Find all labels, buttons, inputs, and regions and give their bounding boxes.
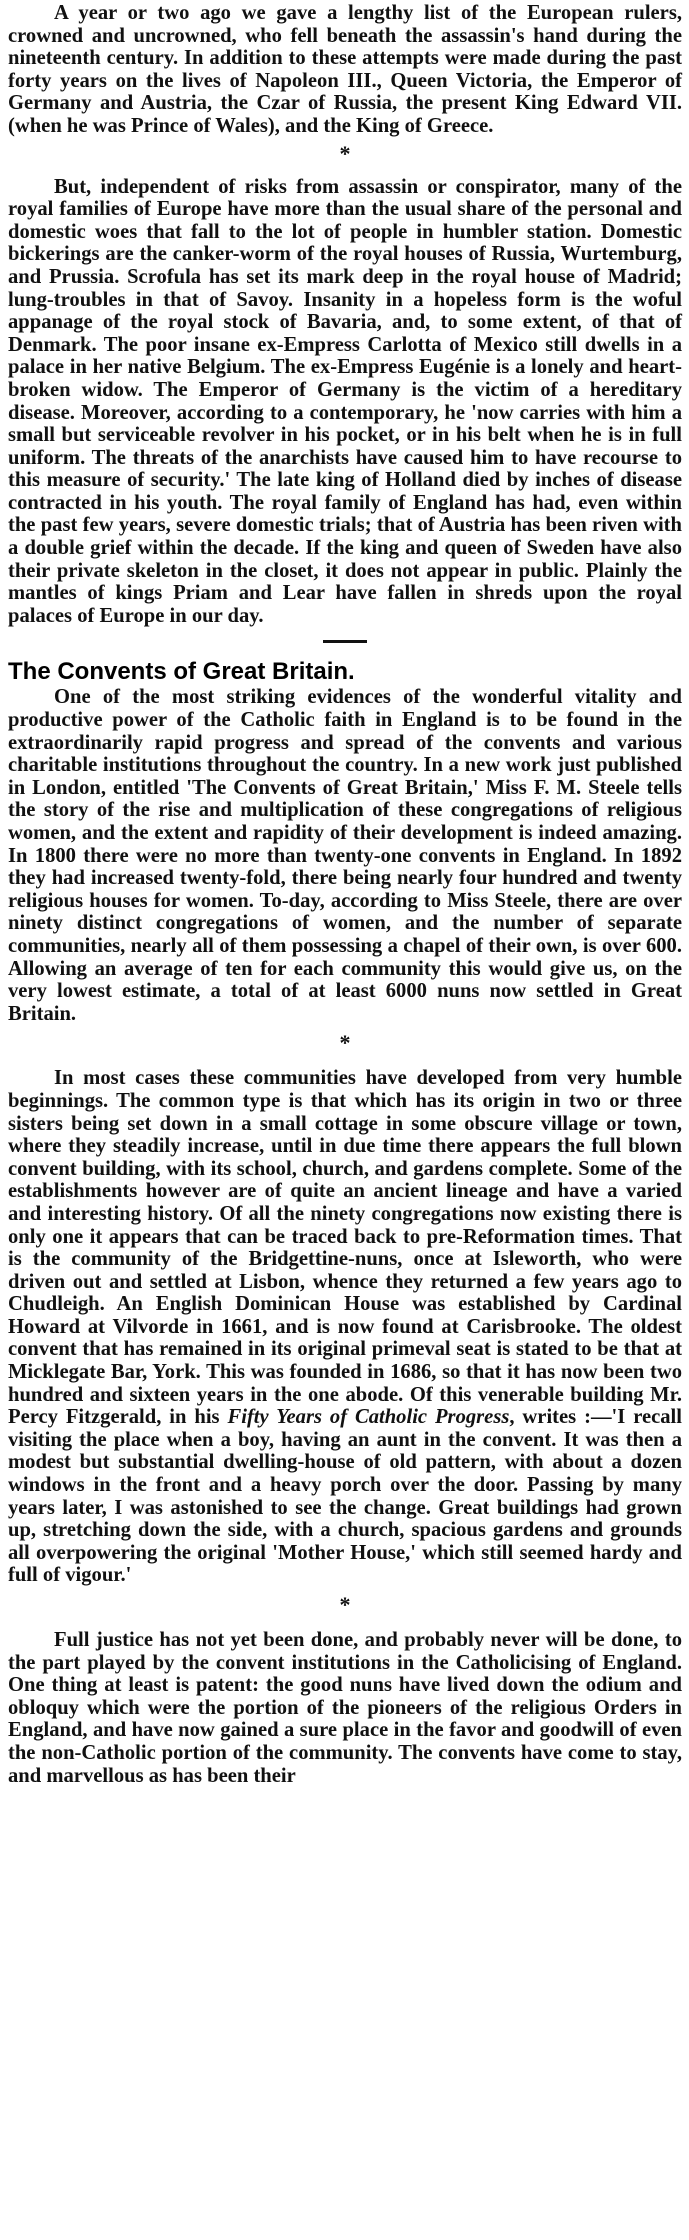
paragraph-text: In most cases these communities have developed from very humble beginnings. The common type is that which has its origin in two or three sisters being set down in a small cottage in some obscure village or town, where they steadily increase, until in due time there appears the full blown convent building, with its school, church, and gardens complete. Some of the establishments however are of quite an ancient lineage and have a varied and interesting history. Of all the ninety congregations now existing there is only one it appears that can be traced back to pre-Reformation times. That is the community of the Bridgettine-nuns, once at Isleworth, who were driven out and settled at Lisbon, whence they returned a few years ago to Chudleigh. An English Dominican House was established by Cardinal Howard at Vilvorde in 1661, and is now found at Carisbrooke. The oldest convent that has remained in its original primeval seat is stated to be that at Micklegate Bar, York. This was founded in 1686, so that it has now been two hundred and sixteen years in the one abode. Of this venerable building Mr. Percy Fitzgerald, in his (8, 1067, 682, 1429)
section-convents (8, 658, 682, 1787)
book-title: Fifty Years of Catholic Progress (227, 1406, 510, 1429)
article-column (8, 0, 682, 1787)
paragraph-text: , writes :—'I recall visiting the place when a boy, having an aunt in the convent. It was then a modest but substantial dwelling-house of old pattern, with about a dozen windows in the front and a heavy porch over the door. Passing by many years later, I was astonished to see the change. Great buildings had grown up, stretching down the side, with a church, spacious gardens and grounds all overpowering the original 'Mother House,' which still seemed hardy and full of vigour.' (8, 1406, 682, 1587)
star-separator: * (339, 1030, 351, 1056)
paragraph: A year or two ago we gave a lengthy list of the European rulers, crowned and uncrowned, who fell beneath the assassin's hand during the nineteenth century. In addition to these attempts were made during the past forty years on the lives of Napoleon III., Queen Victoria, the Emperor of Germany and Austria, the Czar of Russia, the present King Edward VII. (when he was Prince of Wales), and the King of Greece. (8, 2, 682, 137)
star-separator: * (339, 1592, 351, 1617)
star-separator: * (339, 140, 351, 166)
paragraph: But, independent of risks from assassin or conspirator, many of the royal families of Europe have more than the usual share of the personal and domestic woes that fall to the lot of people in humbler station. Domestic bickerings are the canker-worm of the royal houses of Russia, Wurtemburg, and Prussia. Scrofula has set its mark deep in the royal house of Madrid; lung-troubles in that of Savoy. Insanity in a hopeless form is the woful appanage of the royal stock of Bavaria, and, to some extent, of that of Denmark. The poor insane ex-Empress Carlotta of Mexico still dwells in a palace in her native Belgium. The ex-Empress Eugénie is a lonely and heart-broken widow. The Emperor of Germany is the victim of a hereditary disease. Moreover, according to a contemporary, he 'now carries with him a small but serviceable revolver in his pocket, or in his belt when he is in full uniform. The threats of the anarchists have caused him to have recourse to this measure of security.' The late king of Holland died by inches of disease contracted in his youth. The royal family of England has had, even within the past few years, severe domestic trials; that of Austria has been riven with a double grief within the decade. If the king and queen of Sweden have also their private skeleton in the closet, it does not appear in public. Plainly the mantles of kings Priam and Lear have fallen in shreds upon the royal palaces of Europe in our day. (8, 175, 682, 627)
section-royal-woes (8, 2, 682, 627)
paragraph: Full justice has not yet been done, and probably never will be done, to the part played by the convent institutions in the Catholicising of England. One thing at least is patent: the good nuns have lived down the odium and obloquy which were the portion of the pioneers of the religious Orders in England, and have now gained a sure place in the favor and goodwill of even the non-Catholic portion of the community. The convents have come to stay, and marvellous as has been their (8, 1629, 682, 1787)
section-heading: The Convents of Great Britain. (8, 658, 355, 686)
paragraph: One of the most striking evidences of the wonderful vitality and productive power of the Catholic faith in England is to be found in the extraordinarily rapid progress and spread of the convents and various charitable institutions throughout the country. In a new work just published in London, entitled 'The Convents of Great Britain,' Miss F. M. Steele tells the story of the rise and multiplication of these congregations of religious women, and the extent and rapidity of their development is indeed amazing. In 1800 there were no more than twenty-one convents in England. In 1892 they had increased twenty-fold, there being nearly four hundred and twenty religious houses for women. To-day, according to Miss Steele, there are over ninety distinct congregations of women, and the number of separate communities, nearly all of them possessing a chapel of their own, is over 600. Allowing an average of ten for each community this would give us, on the very lowest estimate, a total of at least 6000 nuns now settled in Great Britain. (8, 686, 682, 1025)
section-divider-rule (323, 640, 367, 643)
paragraph (8, 1067, 682, 1587)
